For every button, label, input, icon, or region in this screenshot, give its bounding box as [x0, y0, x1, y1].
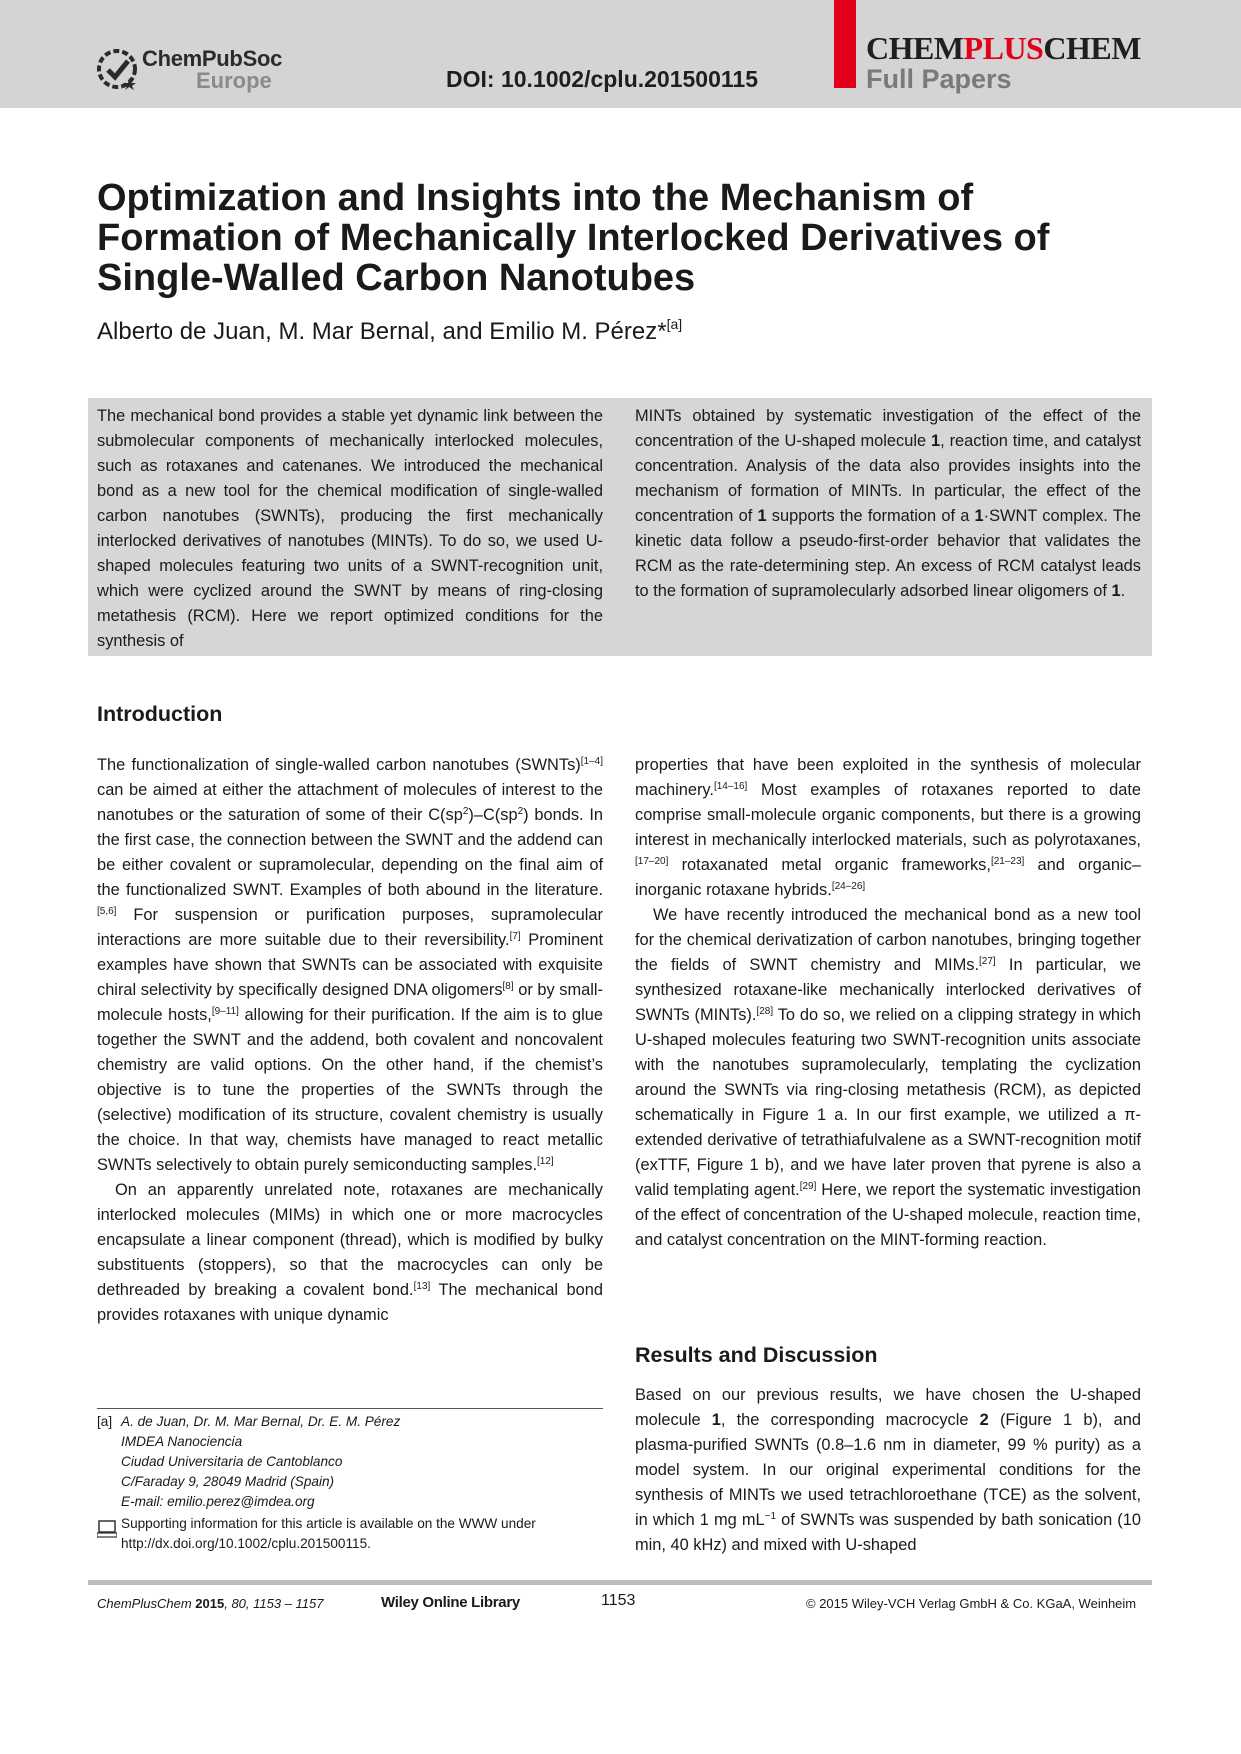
compound-ref: 1: [1111, 582, 1121, 600]
superscript: −1: [764, 1511, 777, 1522]
text-run: can be aimed at either the attachment of molecules of interest to the nanotubes or the saturation of some of their C(sp: [97, 781, 603, 824]
citation[interactable]: [8]: [502, 981, 514, 992]
results-heading: Results and Discussion: [635, 1343, 878, 1367]
compound-ref: 1: [974, 507, 984, 525]
text-run: ) bonds. In the first case, the connection between the SWNT and the addend can be either covalent or supramolecular, depending on the final aim of the functionalized SWNT. Examples of both abound in the literature.: [97, 806, 603, 899]
abstract-text: MINTs obtained by systematic investigation of the effect of the concentration of the U-shaped molecule: [635, 407, 1141, 450]
abstract-text: ·SWNT complex. The kinetic data follow a pseudo-first-order behavior that validates the RCM as the rate-determining step. An excess of RCM catalyst leads to the formation of supramolecularly adsorbed linear oligomers of: [635, 507, 1141, 600]
citation[interactable]: [1–4]: [580, 756, 603, 767]
affiliation-line: A. de Juan, Dr. M. Mar Bernal, Dr. E. M. Pérez: [121, 1414, 401, 1429]
results-paragraph-1: [635, 1383, 1141, 1558]
citation[interactable]: [29]: [799, 1181, 817, 1192]
text-run: Based on our previous results, we have chosen the U-shaped molecule: [635, 1386, 1141, 1429]
citation[interactable]: [12]: [537, 1156, 554, 1167]
doi[interactable]: DOI: 10.1002/cplu.201500115: [446, 66, 758, 92]
text-run: The mechanical bond provides rotaxanes with unique dynamic: [97, 1281, 603, 1324]
text-run: or by small-molecule hosts,: [97, 981, 603, 1024]
text-run: On an apparently unrelated note, rotaxanes are mechanically interlocked molecules (MIMs) in which one or more macrocycles encapsulate a linear component (thread), which is modified by bulky substituents (stoppers), so that the macrocycles can only be dethreaded by breaking a covalent bond.: [97, 1181, 603, 1299]
text-run: rotaxanated metal organic frameworks,: [668, 856, 991, 874]
footnote-rule: [97, 1408, 603, 1409]
text-run: allowing for their purification. If the aim is to glue together the SWNT and the addend, both covalent and noncovalent chemistry are valid options. On the other hand, if the chemist’s objective is to tune the properties of the SWNTs through the (selective) modification of its structure, covalent chemistry is usually the choice. In that way, chemists have managed to react metallic SWNTs selectively to obtain purely semiconducting samples.: [97, 1006, 603, 1174]
right-column-text: [635, 753, 1141, 1253]
journal-name-plus: PLUS: [963, 30, 1044, 66]
citation[interactable]: [5,6]: [97, 906, 117, 917]
text-run: For suspension or purification purposes, supramolecular interactions are more suitable due to their reversibility.: [97, 906, 603, 949]
text-run: , the corresponding macrocycle: [720, 1411, 980, 1429]
article-authors: [97, 316, 682, 346]
citation[interactable]: [27]: [979, 956, 996, 967]
abstract-text: supports the formation of a: [766, 507, 975, 525]
abstract-left-column: The mechanical bond provides a stable yet dynamic link between the submolecular components of mechanically interlocked molecules, such as rotaxanes and catenanes. We introduced the mechanical bond as a new tool for the chemical modification of single-walled carbon nanotubes (SWNTs), producing the first mechanically interlocked derivatives of nanotubes (MINTs). To do so, we used U-shaped molecules featuring two units of a SWNT-recognition unit, which were cyclized around the SWNT by means of ring-closing metathesis (RCM). Here we report optimized conditions for the synthesis of: [97, 407, 603, 650]
abstract-text: , reaction time, and catalyst concentration. Analysis of the data also provides insights into the mechanism of formation of MINTs. In particular, the effect of the concentration of: [635, 432, 1141, 525]
text-run: In particular, we synthesized rotaxane-like mechanically interlocked derivatives of SWNTs (MINTs).: [635, 956, 1141, 1024]
text-run: Most examples of rotaxanes reported to date comprise small-molecule organic components, but there is a growing interest in mechanically interlocked materials, such as polyrotaxanes,: [635, 781, 1141, 849]
society-logo: [96, 44, 286, 96]
superscript: 2: [462, 806, 469, 817]
citation[interactable]: [17–20]: [635, 856, 669, 867]
footer-volume: 80: [231, 1596, 246, 1611]
intro-paragraph-1: [97, 753, 603, 1178]
society-region: Europe: [196, 68, 272, 93]
journal-accent-bar: [834, 0, 856, 88]
affiliation-lines: [121, 1412, 400, 1512]
wiley-online-library-link[interactable]: Wiley Online Library: [381, 1594, 520, 1611]
superscript: 2: [517, 806, 524, 817]
text-run: properties that have been exploited in the synthesis of molecular machinery.: [635, 756, 1141, 799]
page-number: 1153: [601, 1592, 636, 1609]
journal-name: [866, 30, 1141, 67]
text-run: Here, we report the systematic investigation of the effect of concentration of the U-shaped molecule, reaction time, and catalyst concentration on the MINT-forming reaction.: [635, 1181, 1141, 1249]
copyright: © 2015 Wiley-VCH Verlag GmbH & Co. KGaA, Weinheim: [806, 1596, 1137, 1611]
citation[interactable]: [21–23]: [990, 856, 1025, 867]
abstract-right-column: [635, 404, 1141, 604]
text-run: (Figure 1 b), and plasma-purified SWNTs (0.8–1.6 nm in diameter, 99 % purity) as a model system. In our original experimental conditions for the synthesis of MINTs we used tetrachloroethane (TCE) as the solvent, in which 1 mg mL: [635, 1411, 1141, 1529]
results-text: [635, 1383, 1141, 1558]
text-run: )–C(sp: [468, 806, 518, 824]
abstract-text: .: [1120, 582, 1126, 600]
text-run: We have recently introduced the mechanical bond as a new tool for the chemical derivatization of carbon nanotubes, bringing together the fields of SWNT chemistry and MIMs.: [635, 906, 1141, 974]
footer-pages: , 1153 – 1157: [245, 1596, 324, 1611]
footer-citation: ChemPlusChem 2015, 80, 1153 – 1157: [97, 1596, 324, 1611]
text-run: and organic–inorganic rotaxane hybrids.: [635, 856, 1141, 899]
text-run: Prominent examples have shown that SWNTs can be associated with exquisite chiral selectivity by specifically designed DNA oligomers: [97, 931, 603, 999]
text-run: The functionalization of single-walled carbon nanotubes (SWNTs): [97, 756, 581, 774]
journal-name-chem: CHEM: [866, 30, 964, 66]
citation[interactable]: [24–26]: [831, 881, 866, 892]
footnote-label: [a]: [97, 1414, 113, 1429]
text-run: of SWNTs was suspended by bath sonication (10 min, 40 kHz) and mixed with U-shaped: [635, 1511, 1141, 1554]
footer-year: 2015: [195, 1596, 225, 1611]
citation[interactable]: [28]: [756, 1006, 774, 1017]
author-affiliation-mark: [a]: [666, 316, 683, 332]
supporting-info-note[interactable]: Supporting information for this article is available on the WWW under http://dx.doi.org/10.1002/cplu.201500115.: [121, 1516, 536, 1551]
footer-rule: [88, 1580, 1152, 1585]
introduction-heading: Introduction: [97, 702, 223, 726]
introduction-text: [97, 753, 603, 1328]
citation[interactable]: [9–11]: [211, 1006, 239, 1017]
society-emblem-icon: [96, 48, 138, 90]
affiliation-line: Ciudad Universitaria de Cantoblanco: [121, 1454, 343, 1469]
affiliation-line: IMDEA Nanociencia: [121, 1434, 243, 1449]
citation[interactable]: [13]: [413, 1281, 431, 1292]
society-name: ChemPubSoc: [142, 46, 283, 71]
article-title: Optimization and Insights into the Mechanism of Formation of Mechanically Interlocked Derivatives of Single-Walled Carbon Nanotubes: [97, 177, 1050, 299]
intro-paragraph-3: [635, 753, 1141, 903]
footer-journal-name: ChemPlusChem: [97, 1596, 192, 1611]
compound-ref: 2: [979, 1411, 989, 1429]
journal-name-chem-end: CHEM: [1043, 30, 1141, 66]
citation[interactable]: [7]: [509, 931, 521, 942]
citation[interactable]: [14–16]: [713, 781, 748, 792]
affiliation-line: C/Faraday 9, 28049 Madrid (Spain): [121, 1474, 335, 1489]
computer-icon: [97, 1520, 117, 1538]
affiliation-email[interactable]: E-mail: emilio.perez@imdea.org: [121, 1494, 315, 1509]
compound-ref: 1: [931, 432, 941, 450]
author-names: Alberto de Juan, M. Mar Bernal, and Emilio M. Pérez*: [97, 318, 667, 345]
intro-paragraph-4: [635, 903, 1141, 1253]
section-type: Full Papers: [866, 64, 1012, 94]
compound-ref: 1: [757, 507, 767, 525]
compound-ref: 1: [711, 1411, 721, 1429]
text-run: To do so, we relied on a clipping strategy in which U-shaped molecules featuring two SWNT-recognition units associate with the nanotubes supramolecularly, templating the cyclization around the SWNTs via ring-closing metathesis (RCM), as depicted schematically in Figure 1 a. In our first example, we utilized a π-extended derivative of tetrathiafulvalene as a SWNT-recognition motif (exTTF, Figure 1 b), and we have later proven that pyrene is also a valid templating agent.: [635, 1006, 1142, 1199]
intro-paragraph-2: [97, 1178, 603, 1328]
